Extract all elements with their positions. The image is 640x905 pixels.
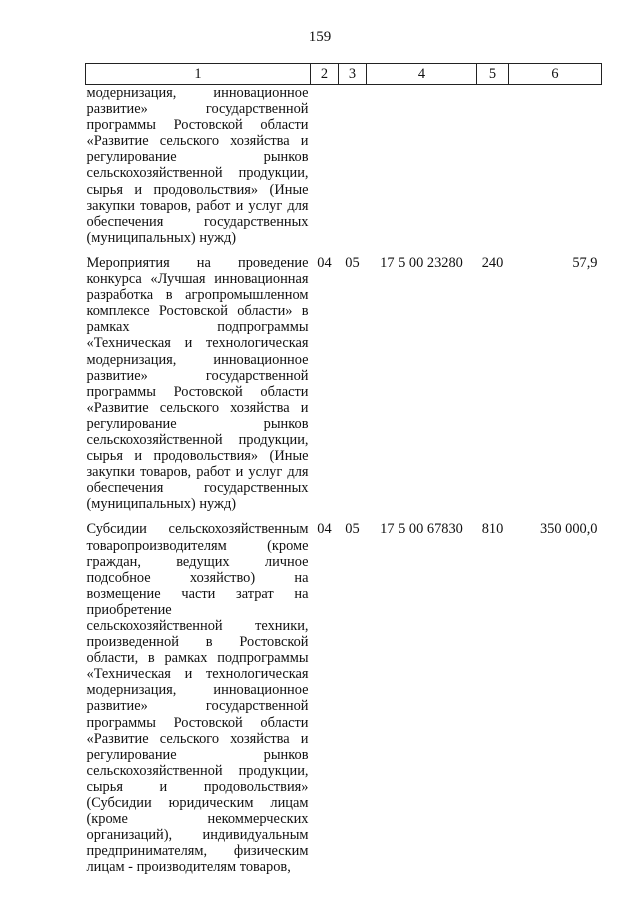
row-description: модернизация, инновационное развитие» государственной программы Ростовской области «Развитие сельского хозяйства и регулирование рынков сельскохозяйственной продукции, сырья и продовольствия» (Иные закупки товаров, работ и услуг для обеспечения государственных (муниципальных) нужд): [86, 85, 309, 246]
row-target-article: [367, 85, 477, 255]
row-target-article: 17 5 00 67830: [380, 521, 463, 538]
table-row: [86, 521, 602, 875]
row-section: [311, 85, 339, 255]
row-section: 04: [317, 254, 332, 271]
row-target-article: 17 5 00 23280: [380, 254, 463, 271]
row-amount: 350 000,0: [539, 521, 598, 538]
table-header: [86, 64, 602, 85]
table-row: [86, 85, 602, 255]
header-col-6: 6: [509, 64, 602, 85]
page-number: 159: [308, 29, 332, 45]
header-col-2: 2: [311, 64, 339, 85]
header-col-5: 5: [477, 64, 509, 85]
row-description: Мероприятия на проведение конкурса «Лучшая инновационная разработка в агропромышленном комплексе Ростовской области» в рамках подпрограммы «Техническая и технологическая модернизация, инновационное развитие» государственной программы Ростовской области «Развитие сельского хозяйства и регулирование рынков сельскохозяйственной продукции, сырья и продовольствия» (Иные закупки товаров, работ и услуг для обеспечения государственных (муниципальных) нужд): [86, 254, 309, 513]
row-section: 04: [317, 521, 332, 538]
header-col-4: 4: [367, 64, 477, 85]
row-subsection: 05: [345, 254, 360, 271]
table-row: [86, 255, 602, 522]
header-row: [86, 64, 602, 85]
header-col-1: 1: [86, 64, 311, 85]
row-expense-type: 240: [481, 254, 504, 271]
row-description: Субсидии сельскохозяйственным товаропроизводителям (кроме граждан, ведущих личное подсобное хозяйство) на возмещение части затрат на приобретение сельскохозяйственной техники, произведенной в Ростовской области, в рамках подпрограммы «Техническая и технологическая модернизация, инновационное развитие» государственной программы Ростовской области «Развитие сельского хозяйства и регулирование рынков сельскохозяйственной продукции, сырья и продовольствия» (Субсидии юридическим лицам (кроме некоммерческих организаций), индивидуальным предпринимателям, физическим лицам - производителям товаров,: [86, 521, 309, 876]
row-subsection: [339, 85, 367, 255]
table-body: [86, 85, 602, 876]
header-col-3: 3: [339, 64, 367, 85]
budget-table: [85, 63, 602, 876]
row-subsection: 05: [345, 521, 360, 538]
row-amount: 57,9: [572, 254, 598, 271]
row-expense-type: 810: [481, 521, 504, 538]
row-expense-type: [477, 85, 509, 255]
row-amount: [509, 85, 602, 255]
